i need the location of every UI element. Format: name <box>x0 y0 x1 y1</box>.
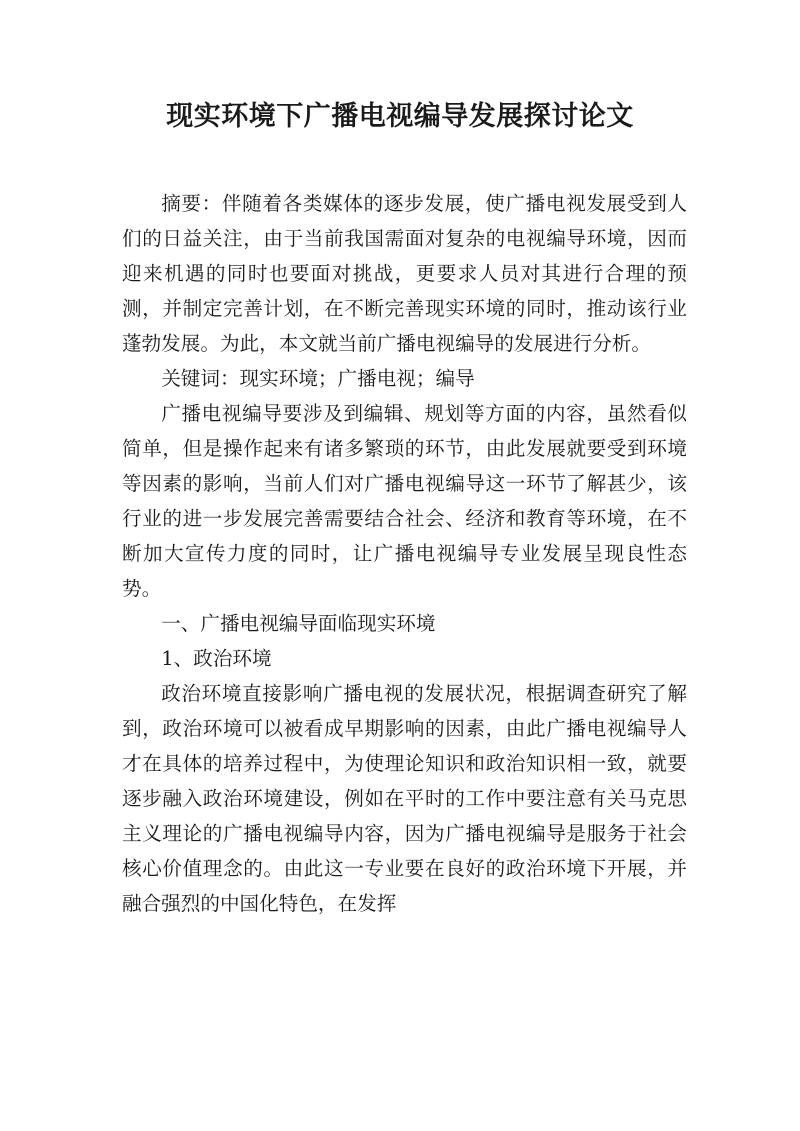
abstract-paragraph: 摘要：伴随着各类媒体的逐步发展，使广播电视发展受到人们的日益关注，由于当前我国需面对复杂的电视编导环境，因而迎来机遇的同时也要面对挑战，更要求人员对其进行合理的预测，并制定完善计划，在不断完善现实环境的同时，推动该行业蓬勃发展。为此，本文就当前广播电视编导的发展进行分析。 <box>122 192 687 355</box>
section-heading: 一、广播电视编导面临现实环境 <box>161 612 436 635</box>
document-body <box>122 186 687 921</box>
body-paragraph: 政治环境直接影响广播电视的发展状况，根据调查研究了解到，政治环境可以被看成早期影响的因素，由此广播电视编导人才在具体的培养过程中，为使理论知识和政治知识相一致，就要逐步融入政治环境建设，例如在平时的工作中要注意有关马克思主义理论的广播电视编导内容，因为广播电视编导是服务于社会核心价值理念的。由此这一专业要在良好的政治环境下开展，并融合强烈的中国化特色，在发挥 <box>122 682 687 915</box>
subsection-heading: 1、政治环境 <box>161 647 272 670</box>
keywords-paragraph: 关键词：现实环境；广播电视；编导 <box>161 367 475 390</box>
document-title: 现实环境下广播电视编导发展探讨论文 <box>166 101 634 132</box>
intro-paragraph: 广播电视编导要涉及到编辑、规划等方面的内容，虽然看似简单，但是操作起来有诸多繁琐的环节，由此发展就要受到环境等因素的影响，当前人们对广播电视编导这一环节了解甚少，该行业的进一步发展完善需要结合社会、经济和教育等环境，在不断加大宣传力度的同时，让广播电视编导专业发展呈现良性态势。 <box>122 402 687 600</box>
